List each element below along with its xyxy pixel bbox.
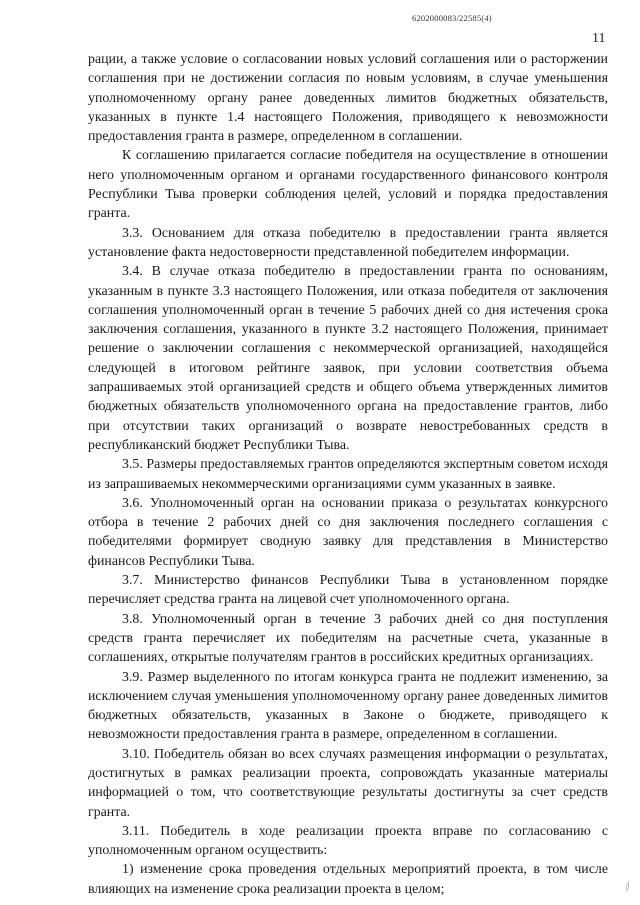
document-code: 6202000083/22585(4) <box>412 13 492 23</box>
paragraph-list-item-1: 1) изменение срока проведения отдельных мероприятий проекта, в том числе влияющих на изменение срока реализации проекта в целом; <box>88 862 608 897</box>
paragraph-continuation: рации, а также условие о согласовании новых условий соглашения или о расторжении соглашения при не достижении согласия по новым условиям, в случае уменьшения уполномоченному органу ранее доведенных лимитов бюджетных обязательств, указанных в пункте 1.4 настоящего Положения, приводящего к невозможности предоставления гранта в размере, определенном в соглашении. <box>88 52 608 145</box>
paragraph-consent: К соглашению прилагается согласие победителя на осуществление в отношении него уполномоченным органом и органами государственного финансового контроля Республики Тыва проверки соблюдения целей, условий и порядка предоставления гранта. <box>88 148 608 222</box>
paragraph-3-3: 3.3. Основанием для отказа победителю в предоставлении гранта является установление факта недостоверности представленной победителем информации. <box>88 225 608 260</box>
paragraph-3-5: 3.5. Размеры предоставляемых грантов определяются экспертным советом исходя из запрашиваемых некоммерческими организациями сумм указанных в заявке. <box>88 457 608 492</box>
paragraph-3-4: 3.4. В случае отказа победителю в предоставлении гранта по основаниям, указанным в пункте 3.3 настоящего Положения, или отказа победителя от заключения соглашения уполномоченный орган в течение 5 рабочих дней со дня истечения срока заключения соглашения, указанного в пункте 3.2 настоящего Положения, принимает решение о заключении соглашения с некоммерческой организацией, находящейся следующей в итоговом рейтинге заявок, при условии соответствия объема запрашиваемых этой организацией средств и общего объема утвержденных лимитов бюджетных обязательств уполномоченного органа на предоставление грантов, либо при отсутствии таких организаций о возврате невостребованных средств в республиканский бюджет Республики Тыва. <box>88 264 608 453</box>
paragraph-3-7: 3.7. Министерство финансов Республики Тыва в установленном порядке перечисляет средства гранта на лицевой счет уполномоченного органа. <box>88 573 608 608</box>
page-number: 11 <box>592 31 606 46</box>
paragraph-3-11: 3.11. Победитель в ходе реализации проекта вправе по согласованию с уполномоченным органом осуществить: <box>88 823 608 859</box>
paragraph-3-6: 3.6. Уполномоченный орган на основании приказа о результатах конкурсного отбора в течение 2 рабочих дней со дня заключения последнего соглашения с победителями формирует сводную заявку для представления в Министерство финансов Республики Тыва. <box>88 495 608 569</box>
scan-mark-icon: ⁄⁄ <box>623 880 633 894</box>
paragraph-3-8: 3.8. Уполномоченный орган в течение 3 рабочих дней со дня поступления средств гранта перечисляет их победителям на расчетные счета, указанные в соглашениях, открытые получателям грантов в российских кредитных организациях. <box>88 611 608 666</box>
paragraph-3-10: 3.10. Победитель обязан во всех случаях размещения информации о результатах, достигнутых в рамках реализации проекта, сопровождать указанные материалы информацией о том, что соответствующие результаты достигнуты за счет средств гранта. <box>88 746 608 820</box>
document-body <box>88 50 608 899</box>
paragraph-3-9: 3.9. Размер выделенного по итогам конкурса гранта не подлежит изменению, за исключением случая уменьшения уполномоченному органу ранее доведенных лимитов бюджетных обязательств, указанных в Законе о бюджете, приводящего к невозможности предоставления гранта в размере, определенном в соглашении. <box>88 669 608 743</box>
